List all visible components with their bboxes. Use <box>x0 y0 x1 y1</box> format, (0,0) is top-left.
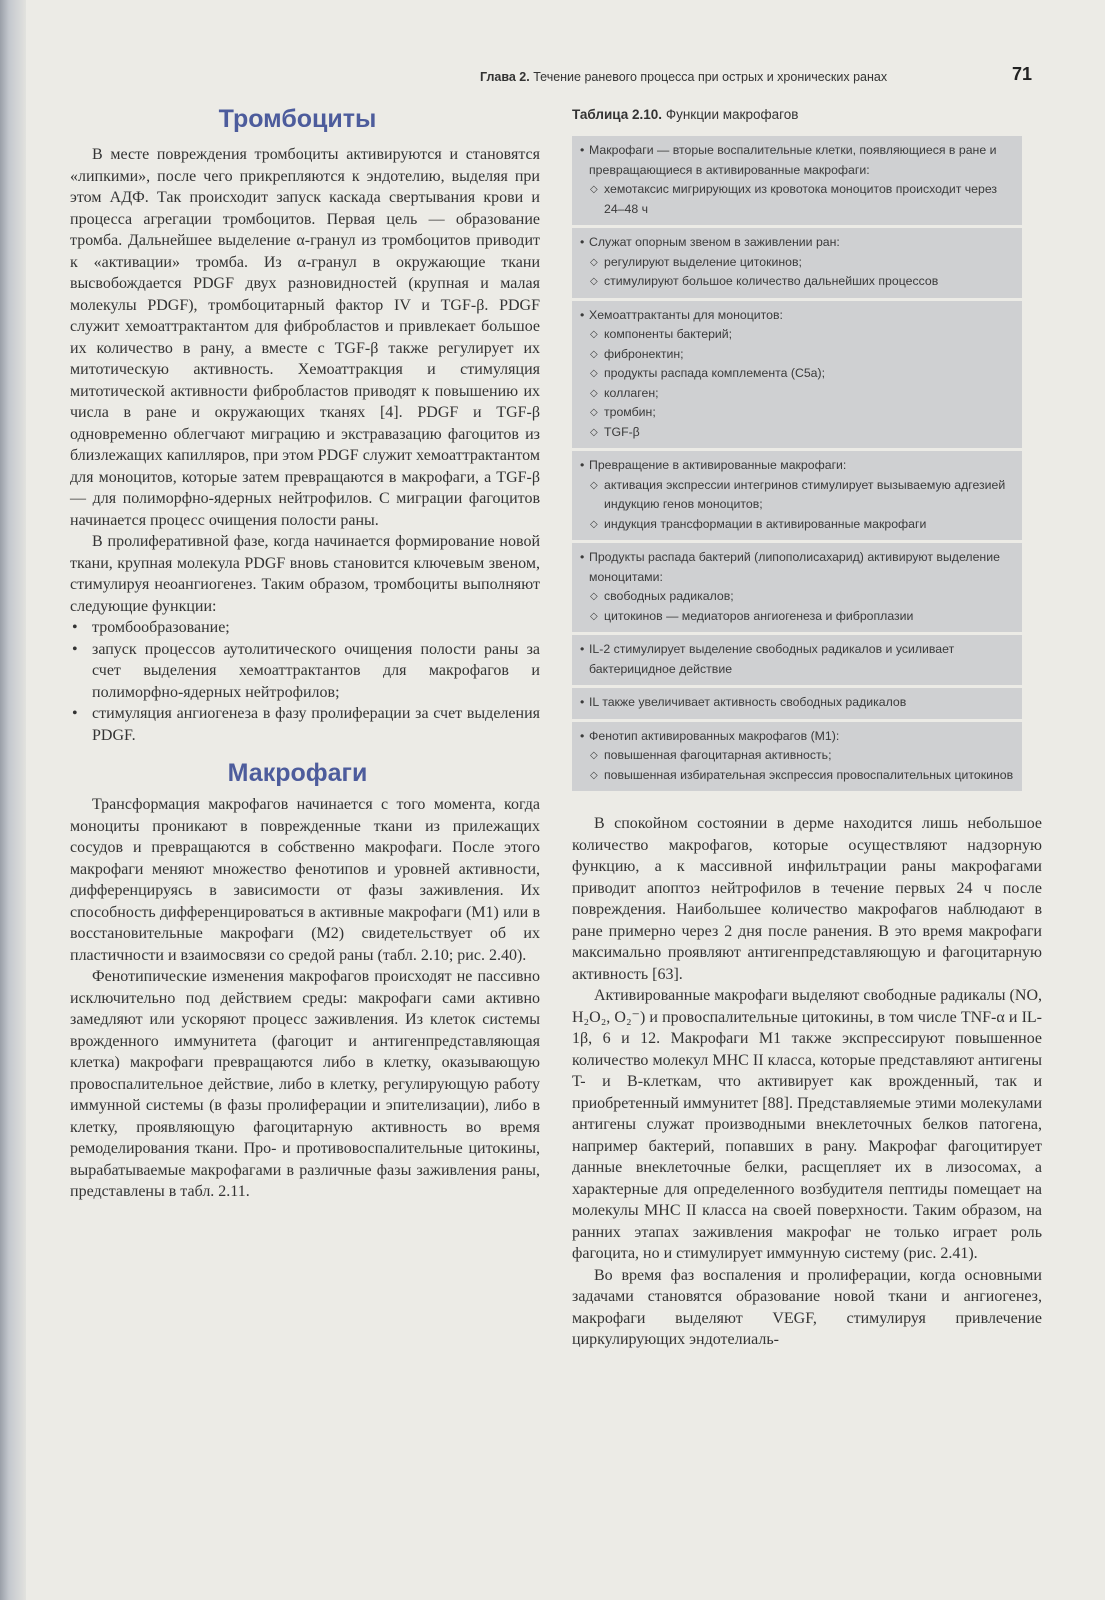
table-row <box>572 451 1022 540</box>
table-row-item: ◇ фибронектин; <box>580 345 1014 365</box>
book-spine-shadow <box>0 0 26 1600</box>
table-row <box>572 136 1022 225</box>
table-row-heading: • Фенотип активированных макрофагов (M1): <box>580 727 1014 747</box>
table-row-heading: • Хемоаттрактанты для моноцитов: <box>580 306 1014 326</box>
table-row-item: ◇ активация экспрессии интегринов стимулирует вызываемую адгезией индукцию генов моноцитов; <box>580 476 1014 515</box>
list-item: • запуск процессов аутолитического очищения полости раны за счет выделения хемоаттрактантов для макрофагов и полиморфно-ядерных нейтрофилов; <box>70 639 540 704</box>
right-text <box>572 813 1042 1351</box>
table-title: Функции макрофагов <box>665 107 799 122</box>
chapter-label: Глава 2. <box>480 70 530 84</box>
table-row-item: ◇ тромбин; <box>580 403 1014 423</box>
table-row-item: ◇ свободных радикалов; <box>580 587 1014 607</box>
table-row-item: ◇ продукты распада комплемента (C5a); <box>580 364 1014 384</box>
table-row-item: ◇ коллаген; <box>580 384 1014 404</box>
left-column <box>70 100 540 1203</box>
table-row <box>572 635 1022 685</box>
table-row-heading: • IL также увеличивает активность свободных радикалов <box>580 693 1014 713</box>
table-row-heading: • Превращение в активированные макрофаги: <box>580 456 1014 476</box>
paragraph: Активированные макрофаги выделяют свободные радикалы (NO, H₂O₂, O₂⁻) и провоспалительные цитокины, в том числе TNF-α и IL-1β, 6 и 12. Макрофаги M1 также экспрессируют повышенное количество молекул MHC II класса, которые представляют антигены T- и B-клеткам, что активирует как врожденный, так и приобретенный иммунитет [88]. Представляемые этими молекулами антигены служат производными внеклеточных белков патогена, например бактерий, попавших в рану. Макрофаг фагоцитирует данные внеклеточные белки, расщепляет их в лизосомах, а характерные для определенного возбудителя пептиды помещает на молекулы MHC II класса на своей поверхности. Таким образом, на ранних этапах заживления макрофаг не только играет роль фагоцита, но и стимулирует иммунную систему (рис. 2.41). <box>572 987 1042 1262</box>
running-header <box>480 70 960 84</box>
table-row-heading: • IL-2 стимулирует выделение свободных радикалов и усиливает бактерицидное действие <box>580 640 1014 679</box>
paragraph: Трансформация макрофагов начинается с того момента, когда моноциты проникают в поврежденные ткани из прилежащих сосудов и превращаются в собственно макрофаги. После этого макрофаги меняют множество фенотипов и уровней активности, дифференцируясь в зависимости от фазы заживления. Их способность дифференцироваться в активные макрофаги (M1) или в восстановительные макрофаги (M2) свидетельствует об их пластичности и взаимосвязи со средой раны (табл. 2.10; рис. 2.40). <box>70 796 540 964</box>
paragraph: В спокойном состоянии в дерме находится лишь небольшое количество макрофагов, которые осуществляют надзорную функцию, а к массивной инфильтрации раны макрофагами приводит апоптоз нейтрофилов в течение первых 24 ч после повреждения. Наибольшее количество макрофагов наблюдают в ране примерно через 2 дня после ранения. В это время макрофаги максимально проявляют антигенпредставляющую и фагоцитарную активность [63]. <box>572 815 1042 983</box>
table-row-heading: • Продукты распада бактерий (липополисахарид) активируют выделение моноцитами: <box>580 548 1014 587</box>
table-row-item: ◇ индукция трансформации в активированные макрофаги <box>580 515 1014 535</box>
table-row-item: ◇ стимулируют большое количество дальнейших процессов <box>580 272 1014 292</box>
table-row-item: ◇ компоненты бактерий; <box>580 325 1014 345</box>
section-heading-thrombocytes: Тромбоциты <box>218 105 377 133</box>
table-row-item: ◇ регулируют выделение цитокинов; <box>580 253 1014 273</box>
table-row <box>572 543 1022 632</box>
table-row-heading: • Макрофаги — вторые воспалительные клетки, появляющиеся в ране и превращающиеся в активированные макрофаги: <box>580 141 1014 180</box>
table-number: Таблица 2.10. <box>572 107 663 122</box>
paragraph: Фенотипические изменения макрофагов происходят не пассивно исключительно под действием среды: макрофаги сами активно замедляют или ускоряют процесс заживления. Из клеток системы врожденного иммунитета (фагоцит и антигенпредставляющая клетка) макрофаги превращаются либо в клетку, оказывающую провоспалительное действие, либо в клетку, регулирующую работу иммунной системы (в фазы пролиферации и эпителизации), либо в клетку, проявляющую фагоцитарную активность во время ремоделирования ткани. Про- и противовоспалительные цитокины, вырабатываемые макрофагами в различные фазы заживления раны, представлены в табл. 2.11. <box>70 968 540 1200</box>
section-heading-macrophages: Макрофаги <box>227 759 368 787</box>
table-row <box>572 722 1022 792</box>
table-row-item: ◇ хемотаксис мигрирующих из кровотока моноцитов происходит через 24–48 ч <box>580 180 1014 219</box>
table-row-item: ◇ повышенная фагоцитарная активность; <box>580 746 1014 766</box>
table-row <box>572 228 1022 298</box>
right-column <box>572 100 1042 1351</box>
table-caption <box>572 100 1042 136</box>
page-number: 71 <box>1012 64 1033 84</box>
bullet-list <box>70 617 540 746</box>
paragraph: Во время фаз воспаления и пролиферации, когда основными задачами становятся образование новой ткани и ангиогенез, макрофаги выделяют VEGF, стимулируя привлечение циркулирующих эндотелиаль- <box>572 1266 1042 1348</box>
table-row-item: ◇ цитокинов — медиаторов ангиогенеза и фиброплазии <box>580 607 1014 627</box>
table-row-item: ◇ повышенная избирательная экспрессия провоспалительных цитокинов <box>580 766 1014 786</box>
list-item: • стимуляция ангиогенеза в фазу пролиферации за счет выделения PDGF. <box>70 703 540 746</box>
chapter-title: Течение раневого процесса при острых и хронических ранах <box>533 70 888 84</box>
table-row-item: ◇ TGF-β <box>580 423 1014 443</box>
macrophage-functions-table <box>572 136 1022 791</box>
table-row <box>572 688 1022 719</box>
list-item: • тромбообразование; <box>70 617 540 639</box>
paragraph: В месте повреждения тромбоциты активируются и становятся «липкими», после чего прикрепляются к эндотелию, выделяя при этом АДФ. Так происходит запуск каскада свертывания крови и процесса агрегации тромбоцитов. Первая цель — образование тромба. Дальнейшее выделение α-гранул из тромбоцитов приводит к «активации» тромба. Из α-гранул в окружающие ткани высвобождается PDGF двух разновидностей (крупная и малая молекулы PDGF), тромбоцитарный фактор IV и TGF-β. PDGF служит хемоаттрактантом для фибробластов и привлекает большое их количество в рану, а вместе с TGF-β также регулирует их митотическую активность. Хемоаттракция и стимуляция митотической активности фибробластов приводят к повышению их числа в ране и окружающих тканях [4]. PDGF и TGF-β одновременно облегчают миграцию и экстравазацию фагоцитов из близлежащих капилляров, при этом PDGF служит хемоаттрактантом для моноцитов, которые затем превращаются в макрофаги, а TGF-β — для полиморфно-ядерных нейтрофилов. С миграции фагоцитов начинается процесс очищения полости раны. <box>70 146 540 529</box>
table-row <box>572 301 1022 449</box>
paragraph: В пролиферативной фазе, когда начинается формирование новой ткани, крупная молекула PDGF вновь становится ключевым звеном, стимулируя неоангиогенез. Таким образом, тромбоциты выполняют следующие функции: <box>70 533 540 615</box>
table-row-heading: • Служат опорным звеном в заживлении ран: <box>580 233 1014 253</box>
